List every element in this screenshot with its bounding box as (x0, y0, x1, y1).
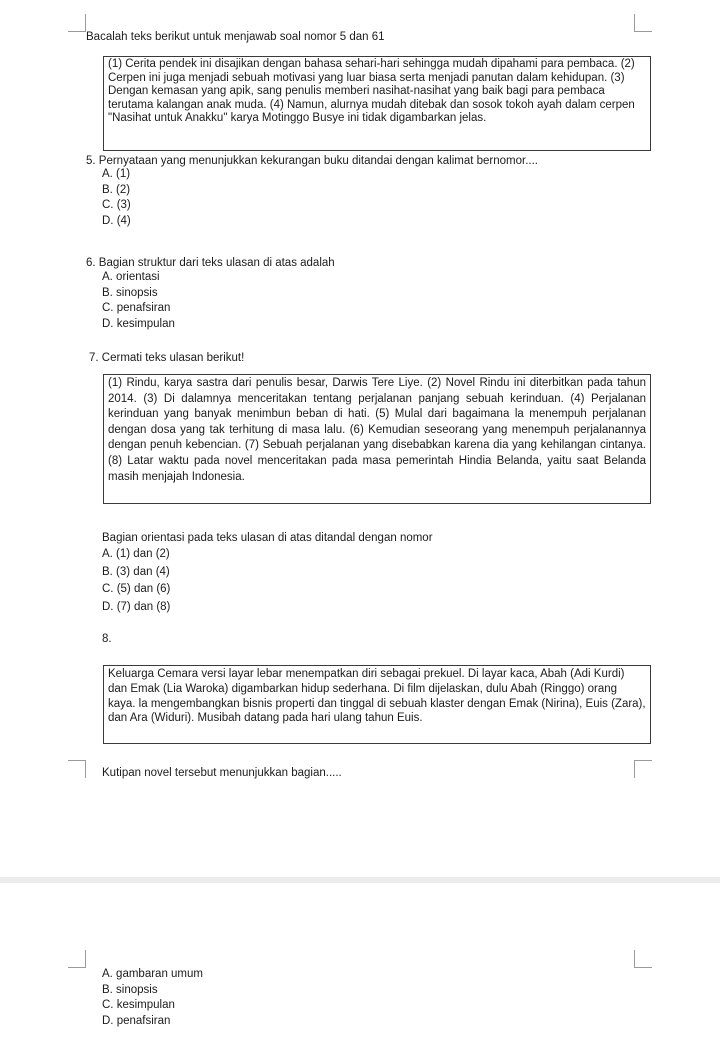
q8-question: Kutipan novel tersebut menunjukkan bagian..... (102, 767, 342, 779)
q5-question: 5. Pernyataan yang menunjukkan kekurangan buku ditandai dengan kalimat bernomor.... (86, 155, 538, 167)
q8-number: 8. (102, 633, 112, 645)
passage-3-box (103, 665, 651, 744)
q5-option-c[interactable]: C. (3) (102, 199, 131, 211)
q7-options (102, 546, 170, 616)
q8-option-d[interactable]: D. penafsiran (102, 1014, 171, 1027)
q7-option-b[interactable]: B. (3) dan (4) (102, 565, 170, 578)
corner-mark-page2-right (634, 950, 635, 968)
q6-option-a[interactable]: A. orientasi (102, 271, 160, 283)
q6-options (102, 270, 175, 332)
corner-mark-bottom-left-h (68, 760, 86, 761)
passage-3-text: Keluarga Cemara versi layar lebar menempatkan diri sebagai prekuel. Di layar kaca, Abah (Adi Kurdi) dan Emak (Lia Waroka) digambarkan hidup sederhana. Di film dijelaskan, dulu Abah (Ringgo) orang kaya. la mengembangkan bisnis properti dan tinggal di sebuah klaster dengan Emak (Nirina), Euis (Zara), dan Ara (Widuri). Musibah datang pada hari ulang tahun Euis. (108, 668, 646, 725)
q8-options (102, 967, 203, 1029)
corner-mark-bottom-right-h (634, 760, 652, 761)
corner-mark-page2-right-h (634, 967, 652, 968)
q6-question: 6. Bagian struktur dari teks ulasan di atas adalah (86, 257, 335, 269)
passage-2-text: (1) Rindu, karya sastra dari penulis besar, Darwis Tere Liye. (2) Novel Rindu ini diterbitkan pada tahun 2014. (3) Di dalamnya menceritakan tentang perjalanan panjang sebuah kerinduan. (4) Perjalanan kerinduan yang banyak menimbun beban di hati. (5) Mulal dari bagaimana la menempuh perjalanan dengan dosa yang tak terhitung di masa lalu. (6) Kemudian seseorang yang menempuh perjalanannya dengan penuh kebencian. (7) Sebuah perjalanan yang disebabkan karena dia yang kehilangan cintanya. (8) Latar waktu pada novel menceritakan pada masa pemerintah Hindia Belanda, yaitu saat Belanda masih menjajah Indonesia. (108, 377, 646, 483)
q8-option-c[interactable]: C. kesimpulan (102, 999, 175, 1011)
q8-option-a[interactable]: A. gambaran umum (102, 968, 203, 980)
q5-option-a[interactable]: A. (1) (102, 168, 131, 180)
q6-option-c[interactable]: C. penafsiran (102, 302, 171, 314)
q7-heading: 7. Cermati teks ulasan berikut! (89, 352, 245, 364)
corner-mark-page2-left (85, 950, 86, 968)
q7-option-a[interactable]: A. (1) dan (2) (102, 548, 170, 560)
q8-option-b[interactable]: B. sinopsis (102, 983, 158, 996)
corner-mark-top-right-h (634, 31, 652, 32)
q7-option-d[interactable]: D. (7) dan (8) (102, 600, 171, 613)
q6-option-d[interactable]: D. kesimpulan (102, 317, 175, 330)
passage-1-box (103, 56, 651, 151)
q6-option-b[interactable]: B. sinopsis (102, 286, 158, 299)
page-divider (0, 877, 720, 883)
passage-1-text: (1) Cerita pendek ini disajikan dengan bahasa sehari-hari sehingga mudah dipahami para pembaca. (2) Cerpen ini juga menjadi sebuah motivasi yang luar biasa serta menjadi panutan dalam kehidupan. (3) Dengan kemasan yang apik, sang penulis memberi nasihat-nasihat yang baik bagi para pembaca terutama kalangan anak muda. (4) Namun, alurnya mudah ditebak dan sosok tokoh ayah dalam cerpen "Nasihat untuk Anakku" karya Motinggo Busye ini tidak digambarkan jelas. (108, 58, 635, 125)
q5-options (102, 167, 131, 229)
passage-2-box (103, 374, 651, 504)
corner-mark-bottom-right (634, 760, 635, 778)
q7-question: Bagian orientasi pada teks ulasan di atas ditandal dengan nomor (102, 532, 433, 544)
q5-option-b[interactable]: B. (2) (102, 183, 131, 196)
corner-mark-page2-left-h (68, 967, 86, 968)
corner-mark-top-left-h (68, 31, 86, 32)
q5-option-d[interactable]: D. (4) (102, 214, 131, 227)
corner-mark-bottom-left (85, 760, 86, 778)
intro-text: Bacalah teks berikut untuk menjawab soal nomor 5 dan 61 (86, 31, 385, 43)
corner-mark-top-right (634, 14, 635, 32)
q7-option-c[interactable]: C. (5) dan (6) (102, 583, 171, 595)
